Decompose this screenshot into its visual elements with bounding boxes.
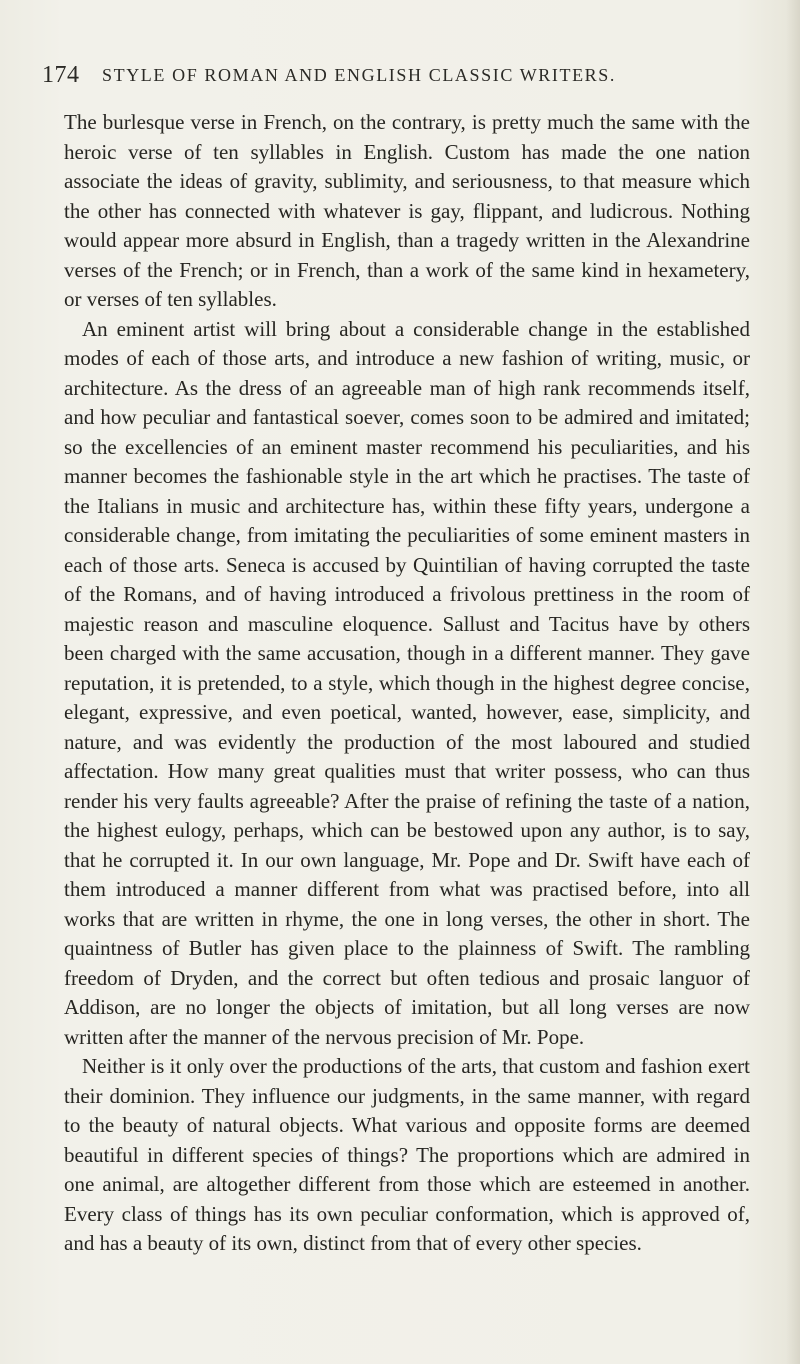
running-title: STYLE OF ROMAN AND ENGLISH CLASSIC WRITERS. (102, 65, 617, 85)
page-number: 174 (42, 62, 80, 88)
page-edge-shadow (786, 0, 800, 1364)
paragraph-custom-and-fashion: Neither is it only over the productions of the arts, that custom and fashion exert their dominion. They influence our judgments, in the same manner, with regard to the beauty of natural objects. What various and opposite forms are deemed beautiful in different species of things? The proportions which are admired in one animal, are altogether different from those which are esteemed in another. Every class of things has its own peculiar conformation, which is approved of, and has a beauty of its own, distinct from that of every other species. (64, 1054, 750, 1255)
running-header (42, 62, 762, 92)
paragraph-burlesque-verse: The burlesque verse in French, on the contrary, is pretty much the same with the heroic verse of ten syllables in English. Custom has made the one nation associate the ideas of gravity, sublimity, and seriousness, to that measure which the other has connected with whatever is gay, flippant, and ludicrous. Nothing would appear more absurd in English, than a tragedy written in the Alexandrine verses of the French; or in French, than a work of the same kind in hexametery, or verses of ten syllables. (64, 110, 750, 311)
paragraph-eminent-artist: An eminent artist will bring about a considerable change in the established modes of each of those arts, and introduce a new fashion of writing, music, or architecture. As the dress of an agreeable man of high rank recommends itself, and how peculiar and fantastical soever, comes soon to be admired and imitated; so the excellencies of an eminent master recommend his peculiarities, and his manner becomes the fashionable style in the art which he practises. The taste of the Italians in music and architecture has, within these fifty years, undergone a considerable change, from imitating the peculiarities of some eminent masters in each of those arts. Seneca is accused by Quintilian of having corrupted the taste of the Romans, and of having introduced a frivolous prettiness in the room of majestic reason and masculine eloquence. Sallust and Tacitus have by others been charged with the same accusation, though in a different manner. They gave reputation, it is pretended, to a style, which though in the highest degree concise, elegant, expressive, and even poetical, wanted, however, ease, simplicity, and nature, and was evidently the production of the most laboured and studied affectation. How many great qualities must that writer possess, who can thus render his very faults agreeable? After the praise of refining the taste of a nation, the highest eulogy, perhaps, which can be bestowed upon any author, is to say, that he corrupted it. In our own language, Mr. Pope and Dr. Swift have each of them introduced a manner different from what was practised before, into all works that are written in rhyme, the one in long verses, the other in short. The quaintness of Butler has given place to the plainness of Swift. The rambling freedom of Dryden, and the correct but often tedious and prosaic languor of Addison, are no longer the objects of imitation, but all long verses are now written after the manner of the nervous precision of Mr. Pope. (64, 316, 750, 1049)
body-text (64, 108, 750, 1259)
